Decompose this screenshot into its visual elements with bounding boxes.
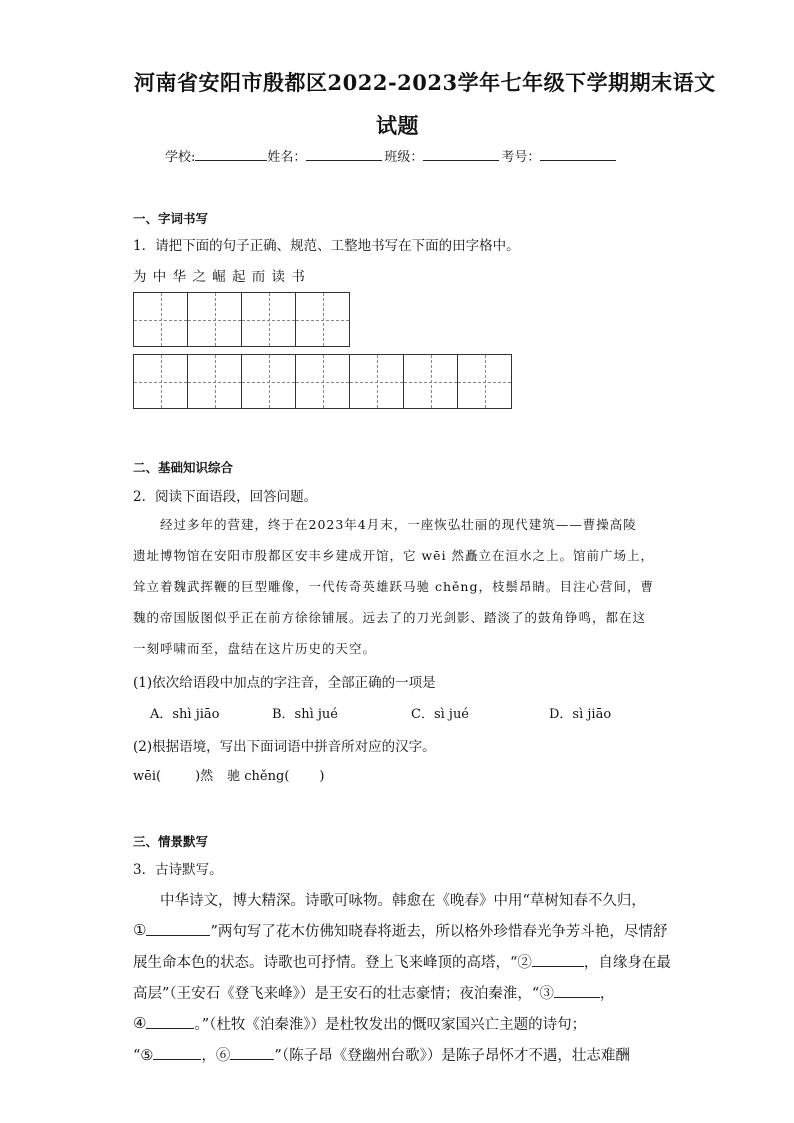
school-field[interactable] xyxy=(195,146,267,161)
poem-line-2-text: ”两句写了花木仿佛知晓春将逝去，所以格外珍惜春光争芳斗艳，尽情舒 xyxy=(210,924,668,940)
passage-line: 耸立着魏武挥鞭的巨型雕像，一代传奇英雄跃马驰 chěng，枝鬃昂睛。目注心营间，曹 xyxy=(133,579,654,594)
poem-blank-6[interactable] xyxy=(230,1044,274,1060)
question2-text: 2．阅读下面语段，回答问题。 xyxy=(133,489,318,505)
section1-heading: 一、字词书写 xyxy=(133,211,209,226)
poem-line-6-mid: ，⑥ xyxy=(201,1048,231,1064)
option-b[interactable]: B．shì jué xyxy=(272,707,338,722)
poem-blank-4[interactable] xyxy=(146,1013,194,1029)
id-field[interactable] xyxy=(540,146,616,161)
poem-blank-3[interactable] xyxy=(554,982,600,998)
school-label: 学校: xyxy=(165,150,196,165)
poem-line-6-text: ”（陈子昂《登幽州台歌》）是陈子昂怀才不遇，壮志难酬 xyxy=(274,1048,630,1064)
tianzige-cell[interactable] xyxy=(188,355,242,409)
pinyin-fill-row xyxy=(133,765,324,784)
question1-text: 1．请把下面的句子正确、规范、工整地书写在下面的田字格中。 xyxy=(133,238,520,254)
question3-text: 3．古诗默写。 xyxy=(133,862,223,878)
sub-question-1: (1)依次给语段中加点的字注音，全部正确的一项是 xyxy=(133,675,436,691)
option-d[interactable]: D．sì jiāo xyxy=(549,707,612,722)
poem-blank-2[interactable] xyxy=(532,951,584,967)
poem-line-6 xyxy=(133,1044,630,1065)
passage-line: 经过多年的营建，终于在2023年4月末，一座恢弘壮丽的现代建筑——曹操高陵 xyxy=(160,517,637,532)
fill-b-prefix: 驰 chěng( xyxy=(227,769,290,784)
blank-number-4: ④ xyxy=(133,1014,147,1032)
class-field[interactable] xyxy=(423,146,499,161)
tianzige-cell[interactable] xyxy=(134,293,188,347)
option-c[interactable]: C．sì jué xyxy=(411,707,470,722)
poem-line-5 xyxy=(133,1013,586,1034)
option-a[interactable]: A．shì jiāo xyxy=(150,707,220,722)
tianzige-row-2[interactable] xyxy=(133,354,512,409)
passage-line: 魏的帝国版图似乎正在前方徐徐铺展。远去了的刀光剑影、踏淡了的鼓角铮鸣，都在这 xyxy=(133,610,647,625)
tianzige-cell[interactable] xyxy=(404,355,458,409)
poem-line-3-text: 展生命本色的状态。诗歌也可抒情。登上飞来峰顶的高塔，“② xyxy=(133,955,532,971)
section2-heading: 二、基础知识综合 xyxy=(133,460,234,475)
fill-a-suffix: )然 xyxy=(195,769,214,784)
tianzige-cell[interactable] xyxy=(188,293,242,347)
poem-line-3-tail: ，自缘身在最 xyxy=(583,955,671,971)
poem-blank-1[interactable] xyxy=(146,920,210,936)
poem-line-2 xyxy=(133,920,667,941)
poem-line-4-text: 高层”（王安石《登飞来峰》）是王安石的壮志豪情；夜泊秦淮，“③ xyxy=(133,986,554,1002)
tianzige-cell[interactable] xyxy=(242,293,296,347)
tianzige-row-1[interactable] xyxy=(133,292,350,347)
tianzige-cell[interactable] xyxy=(350,355,404,409)
class-label: 班级： xyxy=(384,150,424,165)
question1-sentence: 为 中 华 之 崛 起 而 读 书 xyxy=(133,269,306,285)
fill-b-suffix: ) xyxy=(319,769,325,784)
sub-question-2: (2)根据语境，写出下面词语中拼音所对应的汉字。 xyxy=(133,739,436,755)
tianzige-cell[interactable] xyxy=(242,355,296,409)
section3-heading: 三、情景默写 xyxy=(133,834,209,849)
name-label: 姓名： xyxy=(267,150,307,165)
poem-line-4-tail: ， xyxy=(599,986,615,1002)
name-field[interactable] xyxy=(306,146,382,161)
poem-line-4 xyxy=(133,982,614,1003)
poem-line-5-text: 。”（杜牧《泊秦淮》）是杜牧发出的慨叹家国兴亡主题的诗句； xyxy=(194,1017,587,1033)
passage-line: 遗址博物馆在安阳市殷都区安丰乡建成开馆，它 wēi 然矗立在洹水之上。馆前广场上， xyxy=(133,548,655,563)
student-info-row xyxy=(165,146,616,165)
tianzige-cell[interactable] xyxy=(134,355,188,409)
page-title-line1: 河南省安阳市殷都区2022-2023学年七年级下学期期末语文 xyxy=(134,70,716,95)
poem-line-3 xyxy=(133,951,671,972)
tianzige-cell[interactable] xyxy=(458,355,512,409)
tianzige-cell[interactable] xyxy=(296,293,350,347)
fill-a-prefix: wēi( xyxy=(133,769,162,784)
poem-blank-5[interactable] xyxy=(153,1044,201,1060)
blank-number-1: ① xyxy=(133,921,147,939)
id-label: 考号： xyxy=(501,150,541,165)
passage-line: 一刻呼啸而至，盘结在这片历史的天空。 xyxy=(133,641,377,656)
page-title-line2: 试题 xyxy=(376,113,419,138)
poem-line-1: 中华诗文，博大精深。诗歌可咏物。韩愈在《晚春》中用“草树知春不久归， xyxy=(160,893,646,909)
tianzige-cell[interactable] xyxy=(296,355,350,409)
poem-line-6-open: “⑤ xyxy=(133,1048,154,1064)
